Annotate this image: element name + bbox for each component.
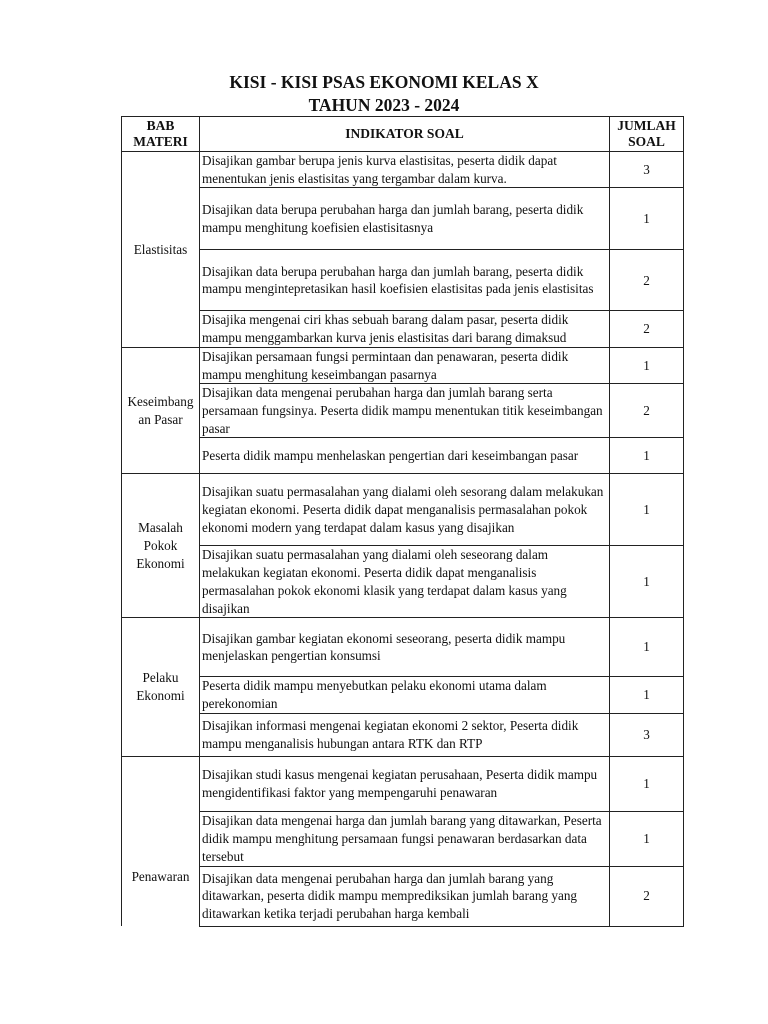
jumlah-cell: 1 bbox=[610, 811, 684, 866]
jumlah-cell: 1 bbox=[610, 546, 684, 618]
table-row bbox=[122, 188, 684, 250]
indikator-cell: Disajikan suatu permasalahan yang dialami oleh seseorang dalam melakukan kegiatan ekonomi. Peserta didik dapat menganalisis permasalahan pokok ekonomi klasik yang terdapat dalam kasus yang disajikan bbox=[200, 546, 610, 618]
header-jumlah-soal: JUMLAH SOAL bbox=[610, 117, 684, 152]
jumlah-cell: 2 bbox=[610, 866, 684, 926]
indikator-cell: Disajikan data berupa perubahan harga dan jumlah barang, peserta didik mampu menghitung koefisien elastisitasnya bbox=[200, 188, 610, 250]
indikator-cell: Disajika mengenai ciri khas sebuah barang dalam pasar, peserta didik mampu menggambarkan kurva jenis elastisitas dari barang dimaksud bbox=[200, 311, 610, 347]
jumlah-cell: 1 bbox=[610, 438, 684, 474]
indikator-cell: Disajikan studi kasus mengenai kegiatan perusahaan, Peserta didik mampu mengidentifikasi faktor yang mempengaruhi penawaran bbox=[200, 756, 610, 811]
indikator-cell: Disajikan data mengenai perubahan harga dan jumlah barang yang ditawarkan, peserta didik mampu memprediksikan jumlah barang yang ditawarkan ketika terjadi perubahan harga kembali bbox=[200, 866, 610, 926]
table-row bbox=[122, 677, 684, 713]
table-row bbox=[122, 866, 684, 926]
table-row bbox=[122, 347, 684, 383]
jumlah-cell: 3 bbox=[610, 713, 684, 756]
table-row bbox=[122, 756, 684, 811]
jumlah-cell: 1 bbox=[610, 188, 684, 250]
table-row bbox=[122, 546, 684, 618]
indikator-cell: Disajikan informasi mengenai kegiatan ekonomi 2 sektor, Peserta didik mampu menganalisis hubungan antara RTK dan RTP bbox=[200, 713, 610, 756]
kisi-kisi-table bbox=[121, 116, 684, 927]
table-header-row bbox=[122, 117, 684, 152]
indikator-cell: Peserta didik mampu menhelaskan pengertian dari keseimbangan pasar bbox=[200, 438, 610, 474]
jumlah-cell: 1 bbox=[610, 677, 684, 713]
bab-cell: Masalah Pokok Ekonomi bbox=[122, 474, 200, 618]
indikator-cell: Disajikan data berupa perubahan harga dan jumlah barang, peserta didik mampu mengintepretasikan hasil koefisien elastisitas pada jenis elastisitas bbox=[200, 250, 610, 311]
bab-cell: Pelaku Ekonomi bbox=[122, 618, 200, 756]
header-indikator-soal: INDIKATOR SOAL bbox=[200, 117, 610, 152]
table-row bbox=[122, 438, 684, 474]
jumlah-cell: 1 bbox=[610, 347, 684, 383]
bab-cell: Penawaran bbox=[122, 756, 200, 926]
jumlah-cell: 1 bbox=[610, 618, 684, 677]
indikator-cell: Disajikan data mengenai harga dan jumlah barang yang ditawarkan, Peserta didik mampu menghitung persamaan fungsi penawaran berdasarkan data tersebut bbox=[200, 811, 610, 866]
indikator-cell: Disajikan suatu permasalahan yang dialami oleh sesorang dalam melakukan kegiatan ekonomi. Peserta didik dapat menganalisis permasalahan pokok ekonomi modern yang terdapat dalam kasus yang disajikan bbox=[200, 474, 610, 546]
table-row bbox=[122, 250, 684, 311]
jumlah-cell: 2 bbox=[610, 311, 684, 347]
table-row bbox=[122, 384, 684, 438]
table-row bbox=[122, 713, 684, 756]
jumlah-cell: 3 bbox=[610, 152, 684, 188]
indikator-cell: Disajikan data mengenai perubahan harga dan jumlah barang serta persamaan fungsinya. Peserta didik mampu menentukan titik keseimbangan pasar bbox=[200, 384, 610, 438]
indikator-cell: Disajikan persamaan fungsi permintaan dan penawaran, peserta didik mampu menghitung keseimbangan pasarnya bbox=[200, 347, 610, 383]
bab-cell: Keseimbang an Pasar bbox=[122, 347, 200, 474]
header-bab-materi: BAB MATERI bbox=[122, 117, 200, 152]
document-title: KISI - KISI PSAS EKONOMI KELAS X bbox=[229, 72, 539, 92]
indikator-cell: Peserta didik mampu menyebutkan pelaku ekonomi utama dalam perekonomian bbox=[200, 677, 610, 713]
table-row bbox=[122, 311, 684, 347]
jumlah-cell: 2 bbox=[610, 384, 684, 438]
jumlah-cell: 1 bbox=[610, 756, 684, 811]
document-subtitle: TAHUN 2023 - 2024 bbox=[308, 95, 460, 115]
table-row bbox=[122, 152, 684, 188]
table-row bbox=[122, 474, 684, 546]
table-row bbox=[122, 811, 684, 866]
jumlah-cell: 1 bbox=[610, 474, 684, 546]
bab-cell: Elastisitas bbox=[122, 152, 200, 348]
jumlah-cell: 2 bbox=[610, 250, 684, 311]
indikator-cell: Disajikan gambar berupa jenis kurva elastisitas, peserta didik dapat menentukan jenis elastisitas yang tergambar dalam kurva. bbox=[200, 152, 610, 188]
table-row bbox=[122, 618, 684, 677]
indikator-cell: Disajikan gambar kegiatan ekonomi seseorang, peserta didik mampu menjelaskan pengertian konsumsi bbox=[200, 618, 610, 677]
